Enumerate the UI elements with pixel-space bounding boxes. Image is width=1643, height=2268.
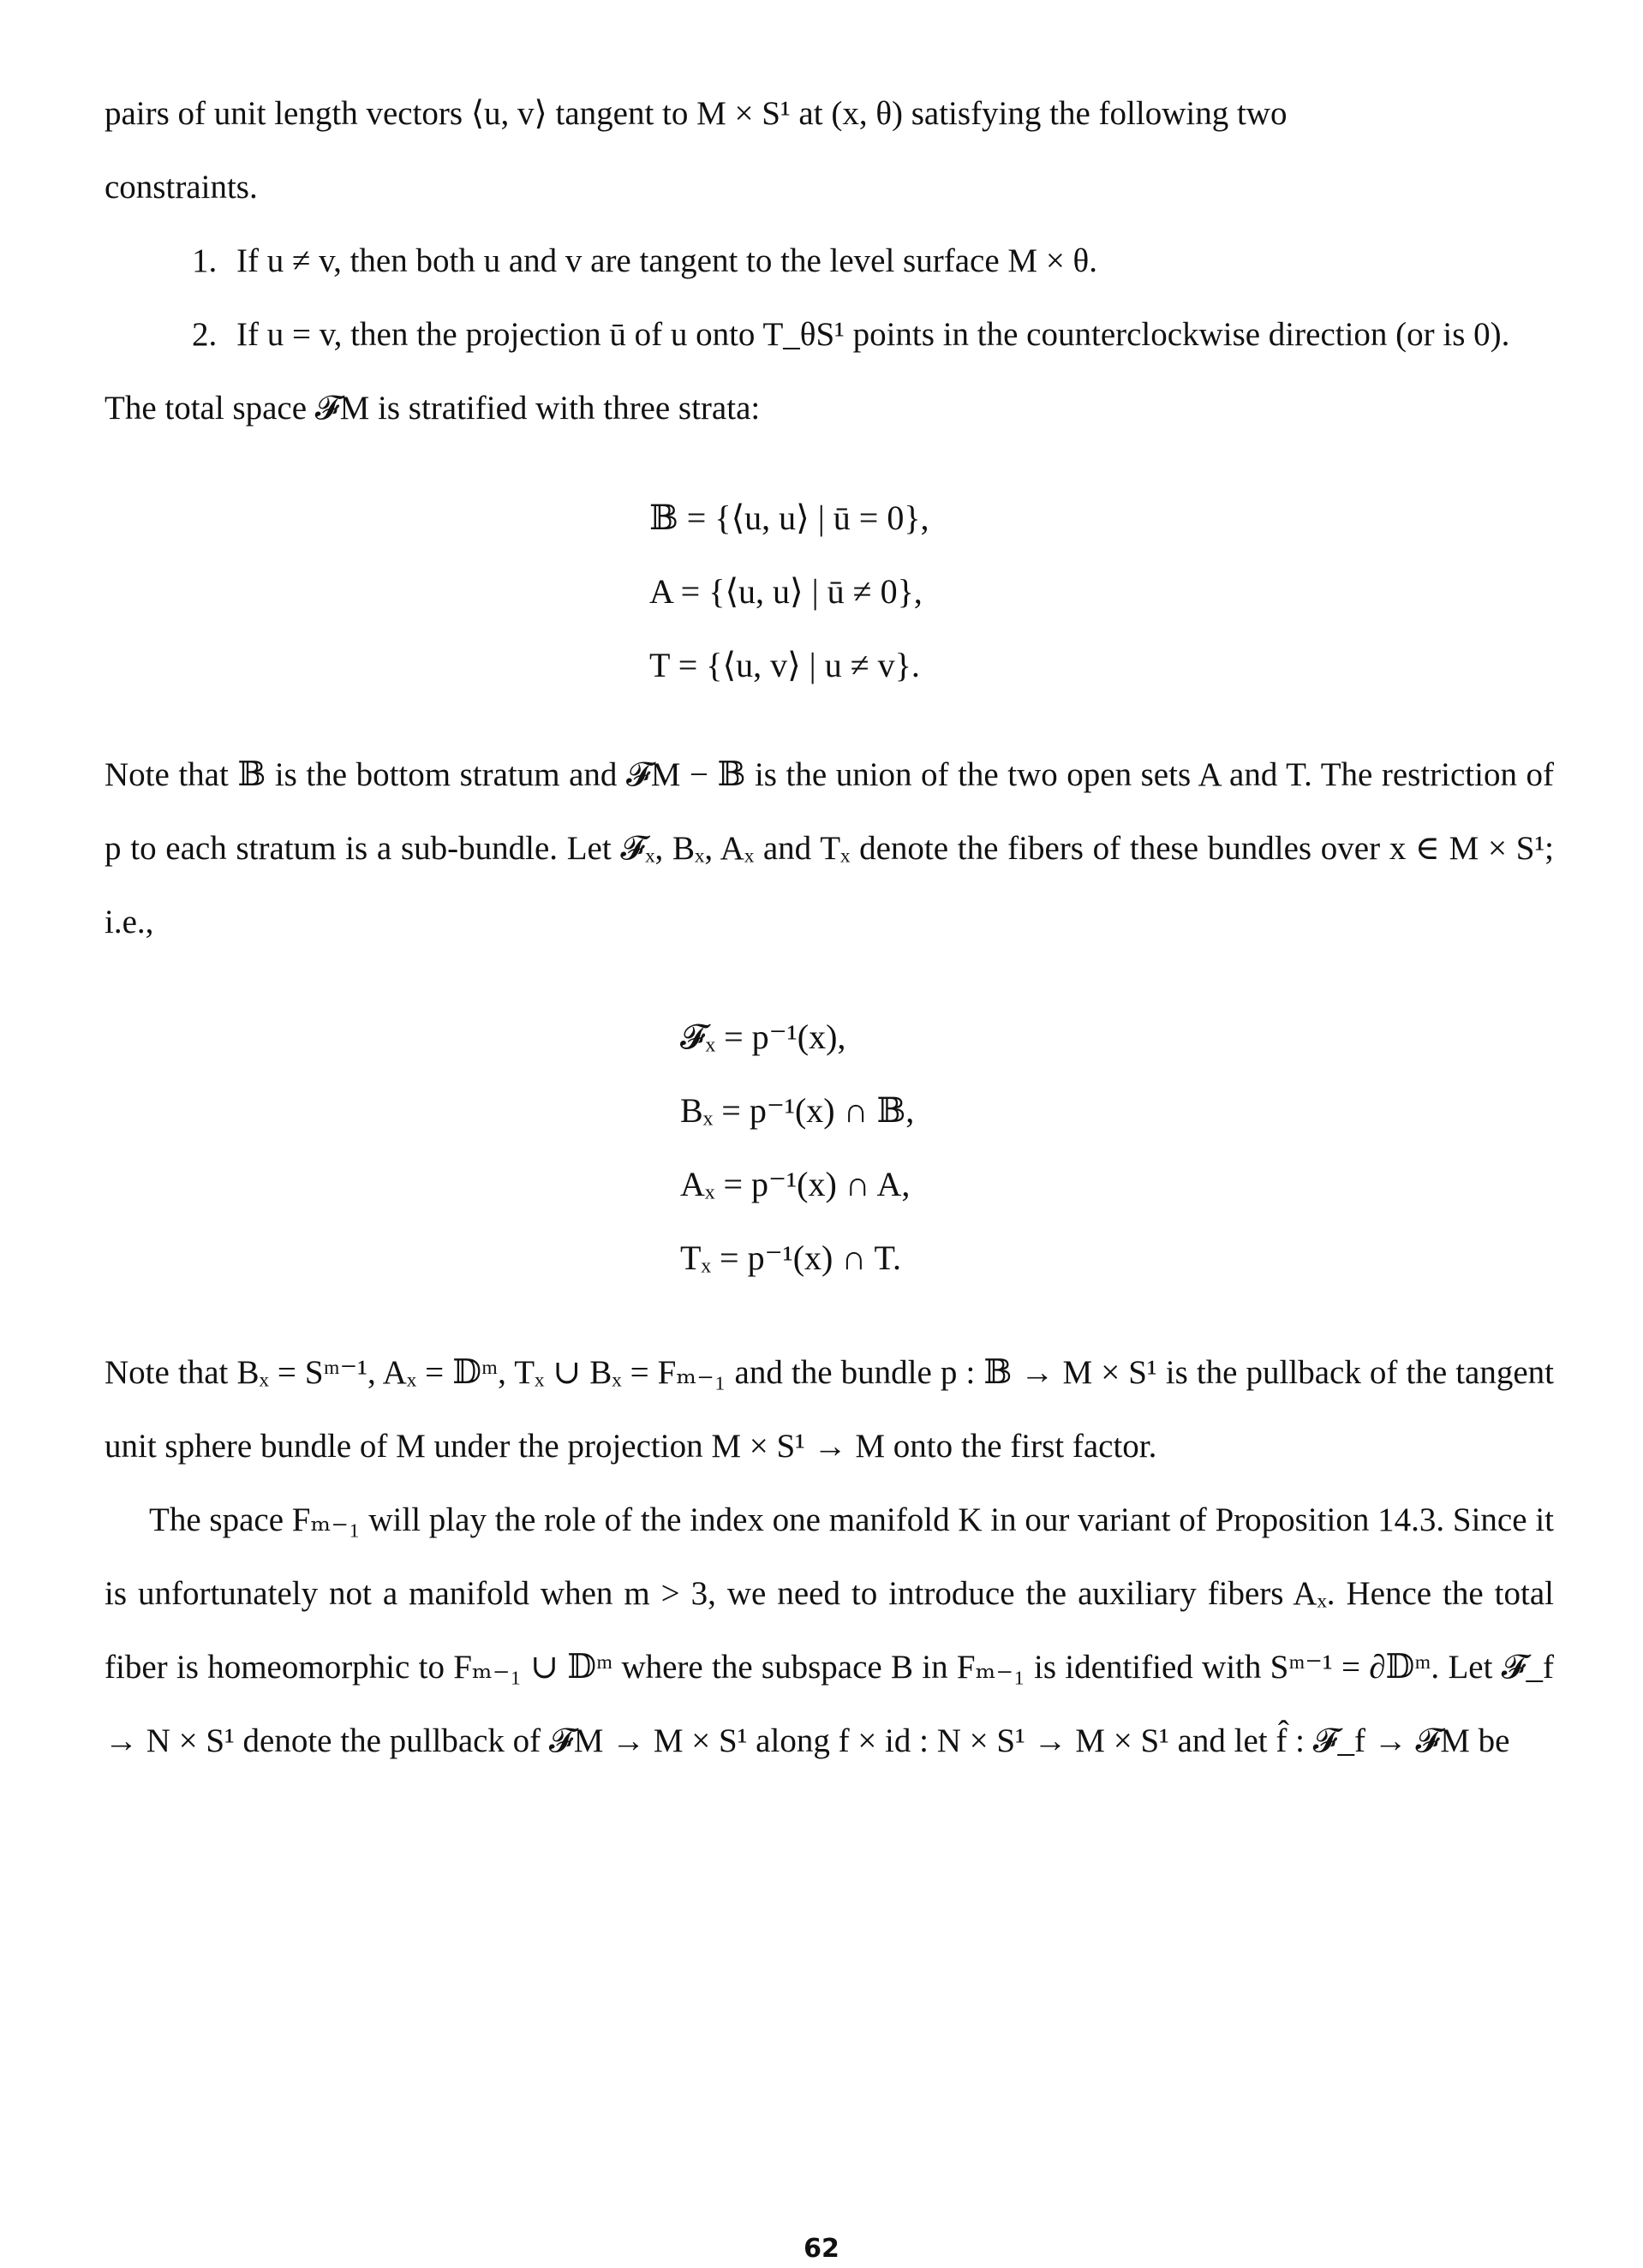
equation: 𝔹 = {⟨u, u⟩ | ū = 0}, xyxy=(649,498,929,537)
paragraph-fiber-note: Note that Bₓ = Sᵐ⁻¹, Aₓ = 𝔻ᵐ, Tₓ ∪ Bₓ = Fₘ₋₁ and the bundle p : 𝔹 → M × S¹ is the pullback of the tangent unit sphere bundle of M under the projection M × S¹ → M onto the first factor. xyxy=(105,1354,1554,1465)
strata-equations xyxy=(105,481,1554,702)
list-number: 1. xyxy=(192,242,218,279)
constraint-text: If u = v, then the projection ū of u onto T_θS¹ points in the counterclockwise direction (or is 0). xyxy=(236,316,1510,353)
paragraph-intro-line2: constraints. xyxy=(105,169,258,206)
constraint-text: If u ≠ v, then both u and v are tangent to the level surface M × θ. xyxy=(236,242,1097,279)
paragraph-index-manifold: The space Fₘ₋₁ will play the role of the index one manifold K in our variant of Proposition 14.3. Since it is unfortunately not a manifold when m > 3, we need to introduce the auxiliary fibers Aₓ. Hence the total fiber is homeomorphic to Fₘ₋₁ ∪ 𝔻ᵐ where the subspace B in Fₘ₋₁ is identified with Sᵐ⁻¹ = ∂𝔻ᵐ. Let 𝓕_f → N × S¹ denote the pullback of 𝓕M → M × S¹ along f × id : N × S¹ → M × S¹ and let f̂ : 𝓕_f → 𝓕M be xyxy=(105,1501,1554,1759)
list-item xyxy=(105,224,1554,298)
strata-intro: The total space 𝓕M is stratified with three strata: xyxy=(105,390,761,427)
equation: T = {⟨u, v⟩ | u ≠ v}. xyxy=(649,646,920,684)
page-body xyxy=(105,77,1554,1778)
constraint-list xyxy=(105,224,1554,372)
equation: Tₓ = p⁻¹(x) ∩ T. xyxy=(680,1238,901,1277)
list-item xyxy=(105,298,1554,372)
paragraph-strata-note: Note that 𝔹 is the bottom stratum and 𝓕M − 𝔹 is the union of the two open sets A and T. The restriction of p to each stratum is a sub-bundle. Let 𝓕ₓ, Bₓ, Aₓ and Tₓ denote the fibers of these bundles over x ∈ M × S¹; i.e., xyxy=(105,756,1554,940)
equation: 𝓕ₓ = p⁻¹(x), xyxy=(680,1018,846,1056)
page-number: 62 xyxy=(804,2234,839,2264)
equation: Bₓ = p⁻¹(x) ∩ 𝔹, xyxy=(680,1091,915,1130)
list-number: 2. xyxy=(192,316,218,353)
equation: Aₓ = p⁻¹(x) ∩ A, xyxy=(680,1165,911,1203)
paragraph-intro-line1: pairs of unit length vectors ⟨u, v⟩ tangent to M × S¹ at (x, θ) satisfying the following two xyxy=(105,95,1288,132)
fiber-equations xyxy=(105,1000,1554,1295)
equation: A = {⟨u, u⟩ | ū ≠ 0}, xyxy=(649,572,923,611)
